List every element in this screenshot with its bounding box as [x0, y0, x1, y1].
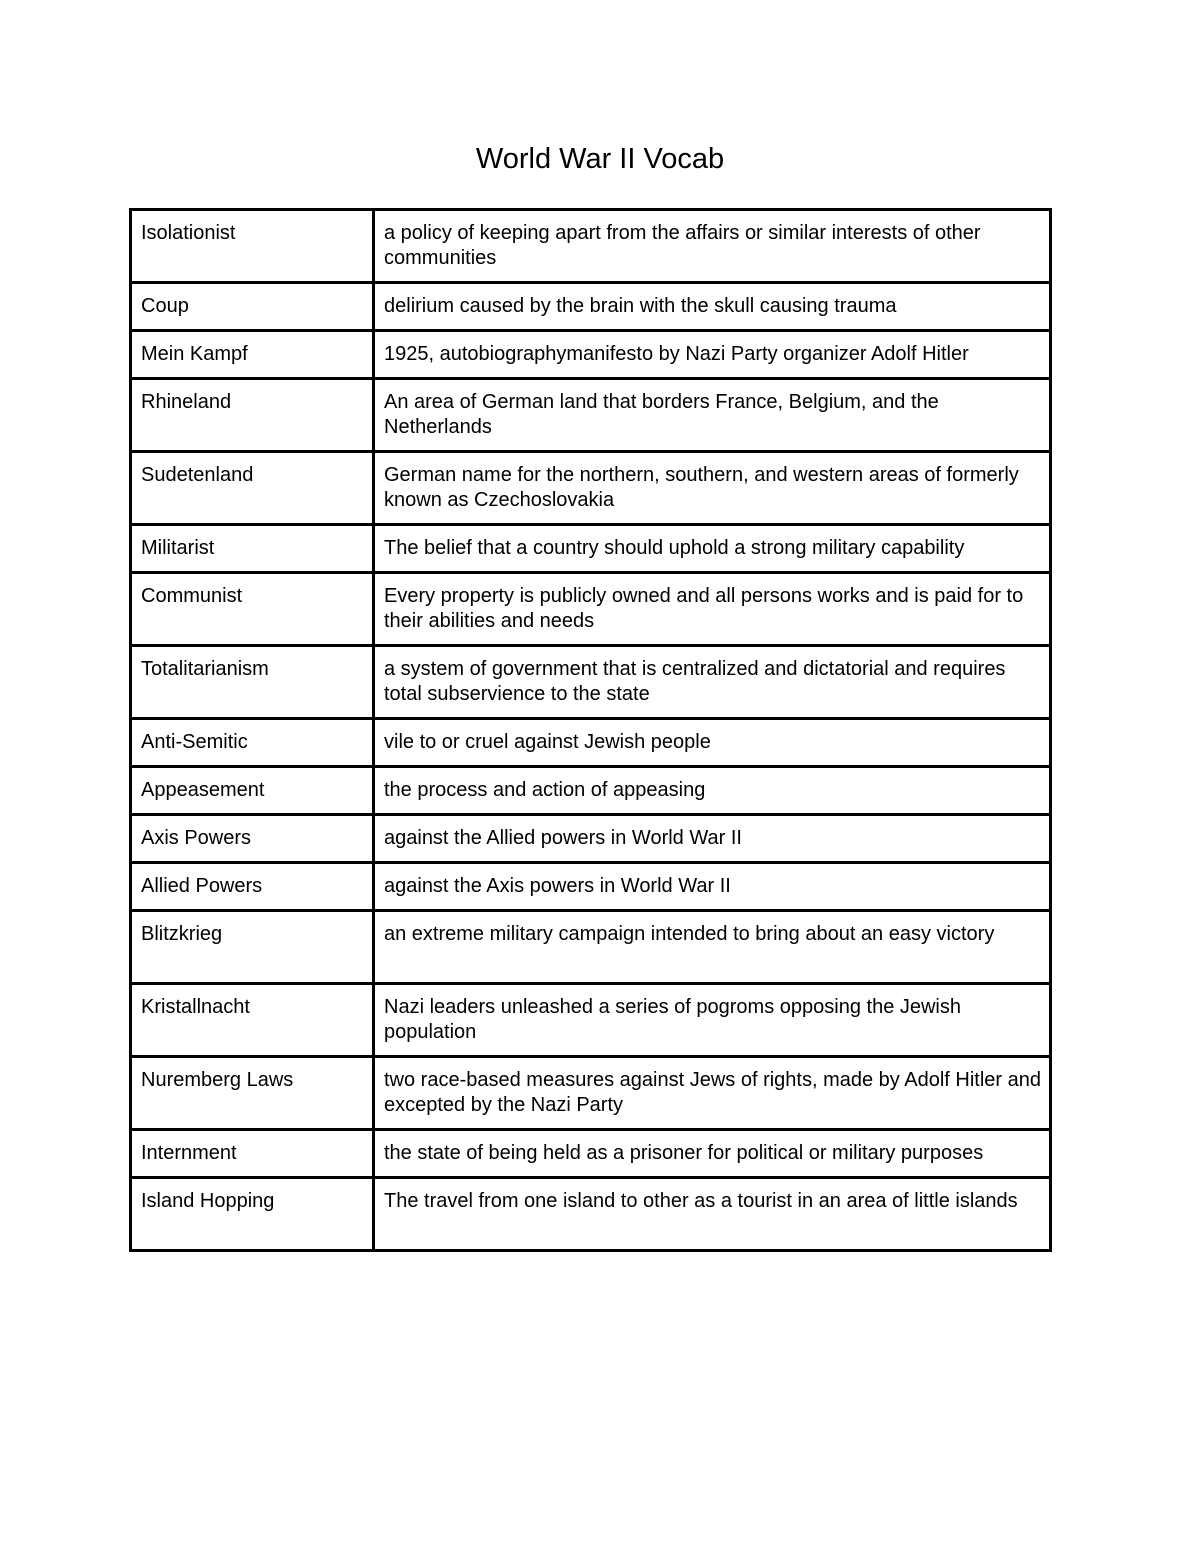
table-row	[131, 767, 1051, 815]
definition-cell: German name for the northern, southern, and western areas of formerly known as Czechoslovakia	[374, 452, 1051, 525]
definition-cell: 1925, autobiographymanifesto by Nazi Party organizer Adolf Hitler	[374, 331, 1051, 379]
table-row	[131, 719, 1051, 767]
table-row	[131, 452, 1051, 525]
table-row	[131, 573, 1051, 646]
term-cell: Sudetenland	[131, 452, 374, 525]
definition-cell: An area of German land that borders France, Belgium, and the Netherlands	[374, 379, 1051, 452]
definition-cell: The belief that a country should uphold a strong military capability	[374, 525, 1051, 573]
term-cell: Internment	[131, 1130, 374, 1178]
table-row	[131, 210, 1051, 283]
definition-cell: Every property is publicly owned and all persons works and is paid for to their abilities and needs	[374, 573, 1051, 646]
definition-cell: against the Axis powers in World War II	[374, 863, 1051, 911]
term-cell: Appeasement	[131, 767, 374, 815]
definition-cell: two race-based measures against Jews of rights, made by Adolf Hitler and excepted by the Nazi Party	[374, 1057, 1051, 1130]
term-cell: Axis Powers	[131, 815, 374, 863]
table-row	[131, 525, 1051, 573]
definition-cell: vile to or cruel against Jewish people	[374, 719, 1051, 767]
term-cell: Nuremberg Laws	[131, 1057, 374, 1130]
definition-cell: a policy of keeping apart from the affairs or similar interests of other communities	[374, 210, 1051, 283]
table-row	[131, 1057, 1051, 1130]
table-row	[131, 815, 1051, 863]
table-row	[131, 283, 1051, 331]
table-row	[131, 911, 1051, 984]
term-cell: Communist	[131, 573, 374, 646]
term-cell: Totalitarianism	[131, 646, 374, 719]
definition-cell: an extreme military campaign intended to bring about an easy victory	[374, 911, 1051, 984]
table-row	[131, 379, 1051, 452]
table-row	[131, 984, 1051, 1057]
document-title: World War II Vocab	[475, 143, 725, 175]
term-cell: Blitzkrieg	[131, 911, 374, 984]
definition-cell: against the Allied powers in World War II	[374, 815, 1051, 863]
definition-cell: the process and action of appeasing	[374, 767, 1051, 815]
table-row	[131, 1178, 1051, 1251]
term-cell: Militarist	[131, 525, 374, 573]
term-cell: Rhineland	[131, 379, 374, 452]
table-row	[131, 331, 1051, 379]
term-cell: Island Hopping	[131, 1178, 374, 1251]
table-row	[131, 1130, 1051, 1178]
definition-cell: the state of being held as a prisoner for political or military purposes	[374, 1130, 1051, 1178]
term-cell: Anti-Semitic	[131, 719, 374, 767]
term-cell: Kristallnacht	[131, 984, 374, 1057]
definition-cell: a system of government that is centralized and dictatorial and requires total subservience to the state	[374, 646, 1051, 719]
vocab-table	[129, 208, 1052, 1252]
definition-cell: delirium caused by the brain with the skull causing trauma	[374, 283, 1051, 331]
term-cell: Allied Powers	[131, 863, 374, 911]
term-cell: Mein Kampf	[131, 331, 374, 379]
definition-cell: Nazi leaders unleashed a series of pogroms opposing the Jewish population	[374, 984, 1051, 1057]
term-cell: Coup	[131, 283, 374, 331]
table-row	[131, 646, 1051, 719]
table-row	[131, 863, 1051, 911]
term-cell: Isolationist	[131, 210, 374, 283]
definition-cell: The travel from one island to other as a tourist in an area of little islands	[374, 1178, 1051, 1251]
